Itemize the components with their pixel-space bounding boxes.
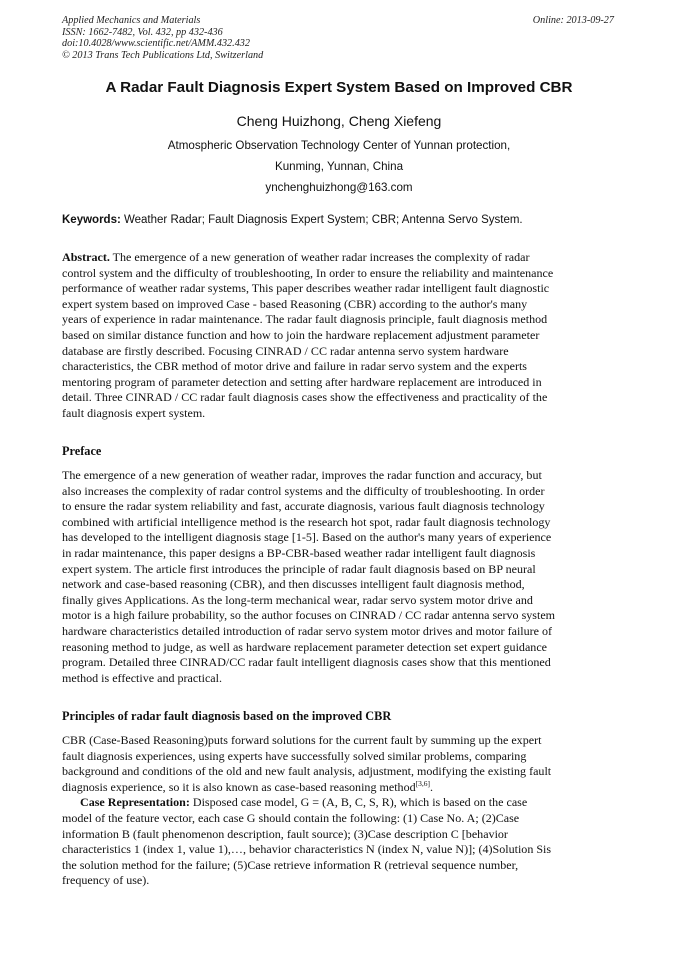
abstract-line: detail. Three CINRAD / CC radar fault diagnosis cases show the effectiveness and practicality of the <box>62 390 548 405</box>
authors: Cheng Huizhong, Cheng Xiefeng <box>236 113 442 129</box>
case-rep-line: frequency of use). <box>62 873 150 888</box>
abstract-line: performance of weather radar systems, This paper describes weather radar intelligent fault diagnostic <box>62 281 550 296</box>
preface-body <box>62 468 616 686</box>
case-rep-line-text: Disposed case model, G = (A, B, C, S, R), which is based on the case <box>189 795 528 810</box>
preface-line: hardware characteristics detailed introduction of radar servo system motor drives and motor failure of <box>62 623 553 638</box>
preface-line: also increases the complexity of radar control systems and the difficulty of troubleshooting. In order <box>62 483 545 498</box>
abstract-line: years of experience in radar maintenance. The radar fault diagnosis principle, fault diagnosis method <box>62 312 548 327</box>
keywords-text: Weather Radar; Fault Diagnosis Expert System; CBR; Antenna Servo System. <box>120 214 523 226</box>
section-heading-principles: Principles of radar fault diagnosis based on the improved CBR <box>62 709 392 723</box>
case-rep-line: characteristics 1 (index 1, value 1),…, behavior characteristics N (index N, value N)]; (4)Solution Sis <box>62 842 552 857</box>
section-heading-preface: Preface <box>62 444 102 458</box>
preface-line: finally gives Applications. As the long-term mechanical wear, radar servo system motor drive and <box>62 592 533 607</box>
preface-line: program. Detailed three CINRAD/CC radar fault intelligent diagnosis cases show that this mentioned <box>62 655 551 670</box>
principles-line <box>62 780 616 796</box>
affiliation-line-2: Kunming, Yunnan, China <box>274 160 404 173</box>
preface-line: The emergence of a new generation of weather radar, improves the radar function and accuracy, but <box>62 468 542 482</box>
citation: [3,6] <box>415 778 430 788</box>
copyright-line: © 2013 Trans Tech Publications Ltd, Switzerland <box>62 49 264 61</box>
abstract-line <box>62 250 616 266</box>
preface-line: reasoning method to judge, as well as hardware replacement parameter detection set expert guidance <box>62 639 548 654</box>
principles-line-text: diagnosis experience, so it is also known as case-based reasoning method <box>62 779 416 794</box>
abstract-line: mentoring program of parameter detection and setting after hardware replacement are introduced in <box>62 374 542 389</box>
affiliation-line-1: Atmospheric Observation Technology Center of Yunnan protection, <box>167 139 511 152</box>
online-date: Online: 2013-09-27 <box>532 15 614 26</box>
abstract-line: characteristics, the CBR method of motor drive and failure in radar servo system and the experts <box>62 359 527 374</box>
principles-line: CBR (Case-Based Reasoning)puts forward solutions for the current fault by summing up the expert <box>62 733 542 747</box>
keywords-label: Keywords: <box>62 214 121 226</box>
preface-line: to ensure the radar system reliability and fast, accurate diagnosis, various fault diagnosis technology <box>62 499 545 514</box>
abstract-line: fault diagnosis expert system. <box>62 405 206 420</box>
abstract-line: control system and the difficulty of troubleshooting, In order to ensure the reliability and maintenance <box>62 265 554 280</box>
principles-body <box>62 733 616 889</box>
preface-line: expert system. The article first introduces the principle of radar fault diagnosis based on BP neural <box>62 561 536 576</box>
keywords <box>62 214 616 226</box>
principles-line-end: . <box>430 779 434 794</box>
case-rep-line: model of the feature vector, each case G should contain the following: (1) Case No. A; (2)Case <box>62 810 520 825</box>
preface-line: in radar maintenance, this paper designs a BP-CBR-based weather radar intelligent fault diagnosis <box>62 545 536 560</box>
case-rep-line: information B (fault phenomenon description, fault source); (3)Case description C [behavior <box>62 826 508 841</box>
doi-line: doi:10.4028/www.scientific.net/AMM.432.432 <box>62 38 250 50</box>
abstract-label: Abstract. <box>62 250 110 264</box>
abstract-line-text: The emergence of a new generation of weather radar increases the complexity of radar <box>109 250 530 264</box>
principles-line: fault diagnosis experiences, using experts have successfully solved similar problems, comparing <box>62 748 527 763</box>
preface-line: has developed to the intelligent diagnosis stage [1-5]. Based on the author's many years of experience <box>62 530 552 545</box>
abstract-line: based on similar distance function and how to join the hardware replacement adjustment parameter <box>62 327 540 342</box>
preface-line: method is effective and practical. <box>62 670 222 685</box>
preface-line: network and case-based reasoning (CBR), and then discusses intelligent fault diagnosis method, <box>62 577 525 592</box>
author-email: ynchenghuizhong@163.com <box>265 181 413 194</box>
case-rep-label: Case Representation: <box>80 795 190 810</box>
abstract <box>62 250 616 422</box>
paper-title: A Radar Fault Diagnosis Expert System Based on Improved CBR <box>105 79 573 96</box>
preface-line: motor is a high failure probability, so the author focuses on CINRAD / CC radar antenna servo system <box>62 608 556 623</box>
principles-line: background and conditions of the old and new fault analysis, adjustment, modifying the existing fault <box>62 764 552 779</box>
journal-header <box>62 15 263 61</box>
case-rep-line <box>62 795 616 811</box>
preface-line: combined with artificial intelligence method is the research hot spot, radar fault diagnosis technology <box>62 514 551 529</box>
issn-line: ISSN: 1662-7482, Vol. 432, pp 432-436 <box>62 26 223 38</box>
journal-name: Applied Mechanics and Materials <box>62 15 201 26</box>
abstract-line: expert system based on improved Case - based Reasoning (CBR) according to the author's many <box>62 296 528 311</box>
abstract-line: database are firstly described. Focusing CINRAD / CC radar antenna servo system hardware <box>62 343 509 358</box>
case-rep-line: the solution method for the failure; (5)Case retrieve information R (retrieval sequence number, <box>62 857 519 872</box>
